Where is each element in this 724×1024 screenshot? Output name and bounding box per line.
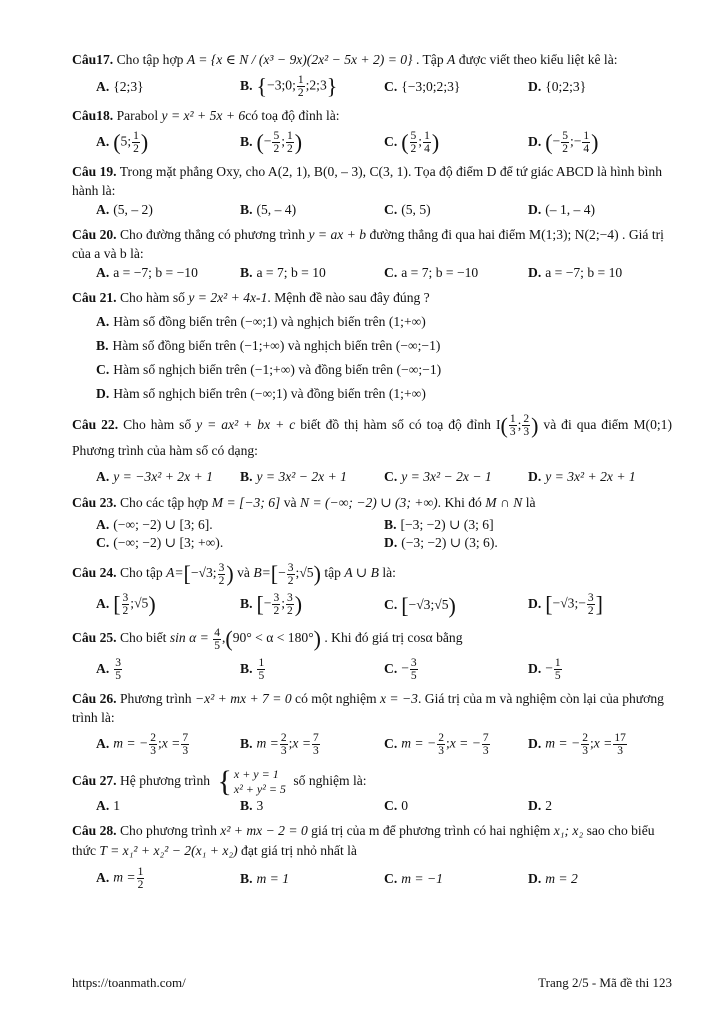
options xyxy=(72,657,672,682)
option-d[interactable]: D. m = − $\frac{2}{3}$ ;x = $\frac{17}{3}$ xyxy=(528,732,626,758)
equation-system: { x + y = 1 x² + y² = 5 xyxy=(217,765,286,799)
options xyxy=(72,592,672,617)
page-footer xyxy=(72,975,672,991)
option-d[interactable]: D. (− $\frac{5}{2}$ ;− $\frac{1}{4}$ ) xyxy=(528,129,599,155)
options xyxy=(72,202,672,218)
option-a[interactable]: A. m = $\frac{1}{2}$ xyxy=(96,866,144,892)
option-b[interactable]: B. [−3; −2) ∪ (3; 6] xyxy=(384,517,494,533)
question-24: Câu 24. Cho tập A=[−√3; $\frac{3}{2}$ ) và B=[− $\frac{3}{2}$ ;√5) tập A ∪ B là: A. [ $\frac{3}{2}$ ;√5) B. [− $\frac{3}{2}$ ; $\frac{3}{2}$ ) C. [−√3;√5) D. [−√3;− $\frac{3}{2}$ ] xyxy=(72,559,672,617)
option-d[interactable]: D. − $\frac{1}{5}$ xyxy=(528,657,561,683)
option-c[interactable]: C. − $\frac{3}{5}$ xyxy=(384,657,417,683)
option-b[interactable]: B. m = 1 xyxy=(240,870,290,886)
option-d[interactable]: D. {0;2;3} xyxy=(528,78,587,94)
options xyxy=(72,732,672,757)
options xyxy=(72,798,672,814)
option-a[interactable]: A. $\frac{3}{5}$ xyxy=(96,657,121,683)
options xyxy=(72,535,672,551)
question-26: Câu 26. Phương trình −x² + mx + 7 = 0 có một nghiệm x = −3. Giá trị của m và nghiệm còn lại của phương trình là: A. m = − $\frac{2}{3}$ ;x = $\frac{7}{3}$ B. m = $\frac{2}{3}$ ;x = $\frac{7}{3}$ C. m = − $\frac{2}{3}$ ;x = − $\frac{7}{3}$ D. m = − $\frac{2}{3}$ ;x = $\frac{17}{3}$ xyxy=(72,689,672,757)
option-d[interactable]: D. (– 1, – 4) xyxy=(528,202,596,217)
option-d[interactable]: D. m = 2 xyxy=(528,870,578,886)
options xyxy=(72,517,672,533)
option-c[interactable]: C. 0 xyxy=(384,798,409,814)
option-d[interactable]: D. Hàm số nghịch biến trên (−∞;1) và đồng biến trên (1;+∞) xyxy=(96,386,426,401)
option-b[interactable]: B. y = 3x² − 2x + 1 xyxy=(240,469,347,485)
exam-page xyxy=(72,50,672,898)
option-b[interactable]: B. 3 xyxy=(240,798,264,814)
option-b[interactable]: B. a = 7; b = 10 xyxy=(240,265,326,280)
question-21: Câu 21. Cho hàm số y = 2x² + 4x-1. Mệnh đề nào sau đây đúng ? A. Hàm số đồng biến trên (−∞;1) và nghịch biến trên (1;+∞) B. Hàm số đồng biến trên (−1;+∞) và nghịch biến trên (−∞;−1) C. Hàm số nghịch biến trên (−1;+∞) và đồng biến trên (−∞;−1) D. Hàm số nghịch biến trên (−∞;1) và đồng biến trên (1;+∞) xyxy=(72,288,672,406)
option-b[interactable]: B. (5, – 4) xyxy=(240,202,297,217)
options xyxy=(72,265,672,281)
question-23: Câu 23. Cho các tập hợp M = [−3; 6] và N = (−∞; −2) ∪ (3; +∞). Khi đó M ∩ N là A. (−∞; −2) ∪ [3; 6]. B. [−3; −2) ∪ (3; 6] C. (−∞; −2) ∪ [3; +∞). D. (−3; −2) ∪ (3; 6). xyxy=(72,493,672,551)
options xyxy=(72,310,672,406)
option-c[interactable]: C. [−√3;√5) xyxy=(384,592,456,618)
option-d[interactable]: D. (−3; −2) ∪ (3; 6). xyxy=(384,535,498,551)
option-b[interactable]: B. (− $\frac{5}{2}$ ; $\frac{1}{2}$ ) xyxy=(240,129,303,155)
option-a[interactable]: A. m = − $\frac{2}{3}$ ;x = $\frac{7}{3}$ xyxy=(96,732,189,758)
option-c[interactable]: C. {−3;0;2;3} xyxy=(384,78,461,94)
question-17: Câu17. Cho tập hợp A = {x ∈ N / (x³ − 9x)(2x² − 5x + 2) = 0} . Tập A được viết theo kiểu liệt kê là: A. {2;3} B. {−3;0; $\frac{1}{2}$ ;2;3} C. {−3;0;2;3} D. {0;2;3} xyxy=(72,50,672,99)
option-a[interactable]: A. (−∞; −2) ∪ [3; 6]. xyxy=(96,517,213,533)
option-a[interactable]: A. (5; $\frac{1}{2}$ ) xyxy=(96,129,149,155)
option-a[interactable]: A. Hàm số đồng biến trên (−∞;1) và nghịch biến trên (1;+∞) xyxy=(96,314,426,329)
option-c[interactable]: C. m = −1 xyxy=(384,870,443,886)
option-d[interactable]: D. y = 3x² + 2x + 1 xyxy=(528,469,636,485)
question-22: Câu 22. Cho hàm số y = ax² + bx + c biết đồ thị hàm số có toạ độ đỉnh I( $\frac{1}{3}$ ; $\frac{2}{3}$ ) và đi qua điểm M(0;1) Phương trình của hàm số có dạng: A. y = −3x² + 2x + 1 B. y = 3x² − 2x + 1 C. y = 3x² − 2x − 1 D. y = 3x² + 2x + 1 xyxy=(72,412,672,485)
formula: A = {x ∈ N / (x³ − 9x)(2x² − 5x + 2) = 0} xyxy=(186,52,413,67)
question-25: Câu 25. Cho biết sin α = $\frac{4}{5}$ ,(90° < α < 180°) . Khi đó giá trị cosα bằng A. $\frac{3}{5}$ B. $\frac{1}{5}$ C. − $\frac{3}{5}$ D. − $\frac{1}{5}$ xyxy=(72,624,672,682)
option-a[interactable]: A. 1 xyxy=(96,798,121,814)
footer-page-info: Trang 2/5 - Mã đề thi 123 xyxy=(538,975,672,990)
option-d[interactable]: D. a = −7; b = 10 xyxy=(528,265,623,280)
options xyxy=(72,130,672,155)
option-c[interactable]: C. m = − $\frac{2}{3}$ ;x = − $\frac{7}{3}$ xyxy=(384,732,489,758)
question-27: Câu 27. Hệ phương trình { x + y = 1 x² + y² = 5 số nghiệm là: A. 1 B. 3 C. 0 D. 2 xyxy=(72,764,672,814)
option-a[interactable]: A. y = −3x² + 2x + 1 xyxy=(96,469,213,485)
options xyxy=(72,469,672,485)
option-c[interactable]: C. (5, 5) xyxy=(384,202,431,217)
options xyxy=(72,866,672,891)
question-20: Câu 20. Cho đường thẳng có phương trình y = ax + b đường thẳng đi qua hai điểm M(1;3); N(2;−4) . Giá trị của a và b là: A. a = −7; b = −10 B. a = 7; b = 10 C. a = 7; b = −10 D. a = −7; b = 10 xyxy=(72,225,672,281)
option-a[interactable]: A. [ $\frac{3}{2}$ ;√5) xyxy=(96,591,156,618)
options xyxy=(72,74,672,99)
footer-url[interactable]: https://toanmath.com/ xyxy=(72,975,186,990)
option-b[interactable]: B. [− $\frac{3}{2}$ ; $\frac{3}{2}$ ) xyxy=(240,591,303,618)
option-b[interactable]: B. m = $\frac{2}{3}$ ;x = $\frac{7}{3}$ xyxy=(240,732,319,758)
option-a[interactable]: A. {2;3} xyxy=(96,78,144,94)
option-b[interactable]: B. {−3;0; $\frac{1}{2}$ ;2;3} xyxy=(240,73,338,99)
option-a[interactable]: A. a = −7; b = −10 xyxy=(96,265,198,280)
option-d[interactable]: D. 2 xyxy=(528,798,553,814)
option-d[interactable]: D. [−√3;− $\frac{3}{2}$ ] xyxy=(528,591,603,618)
option-b[interactable]: B. $\frac{1}{5}$ xyxy=(240,657,265,683)
option-c[interactable]: C. y = 3x² − 2x − 1 xyxy=(384,469,492,485)
option-c[interactable]: C. ( $\frac{5}{2}$ ; $\frac{1}{4}$ ) xyxy=(384,129,440,155)
option-c[interactable]: C. Hàm số nghịch biến trên (−1;+∞) và đồng biến trên (−∞;−1) xyxy=(96,362,442,377)
option-c[interactable]: C. a = 7; b = −10 xyxy=(384,265,479,280)
option-b[interactable]: B. Hàm số đồng biến trên (−1;+∞) và nghịch biến trên (−∞;−1) xyxy=(96,338,441,353)
question-28: Câu 28. Cho phương trình x² + mx − 2 = 0 giá trị của m để phương trình có hai nghiệm x₁; x₂ sao cho biểu thức T = x₁² + x₂² − 2(x₁ + x₂) đạt giá trị nhỏ nhất là A. m = $\frac{1}{2}$ B. m = 1 C. m = −1 D. m = 2 xyxy=(72,821,672,891)
option-a[interactable]: A. (5, – 2) xyxy=(96,202,153,217)
question-19: Câu 19. Trong mặt phẳng Oxy, cho A(2, 1), B(0, – 3), C(3, 1). Tọa độ điểm D để tứ giác ABCD là hình bình hành là: A. (5, – 2) B. (5, – 4) C. (5, 5) D. (– 1, – 4) xyxy=(72,162,672,218)
option-c[interactable]: C. (−∞; −2) ∪ [3; +∞). xyxy=(96,535,224,551)
question-18: Câu18. Parabol y = x² + 5x + 6có toạ độ đỉnh là: A. (5; $\frac{1}{2}$ ) B. (− $\frac{5}{2}$ ; $\frac{1}{2}$ ) C. ( $\frac{5}{2}$ ; $\frac{1}{4}$ ) D. (− $\frac{5}{2}$ ;− $\frac{1}{4}$ ) xyxy=(72,106,672,155)
